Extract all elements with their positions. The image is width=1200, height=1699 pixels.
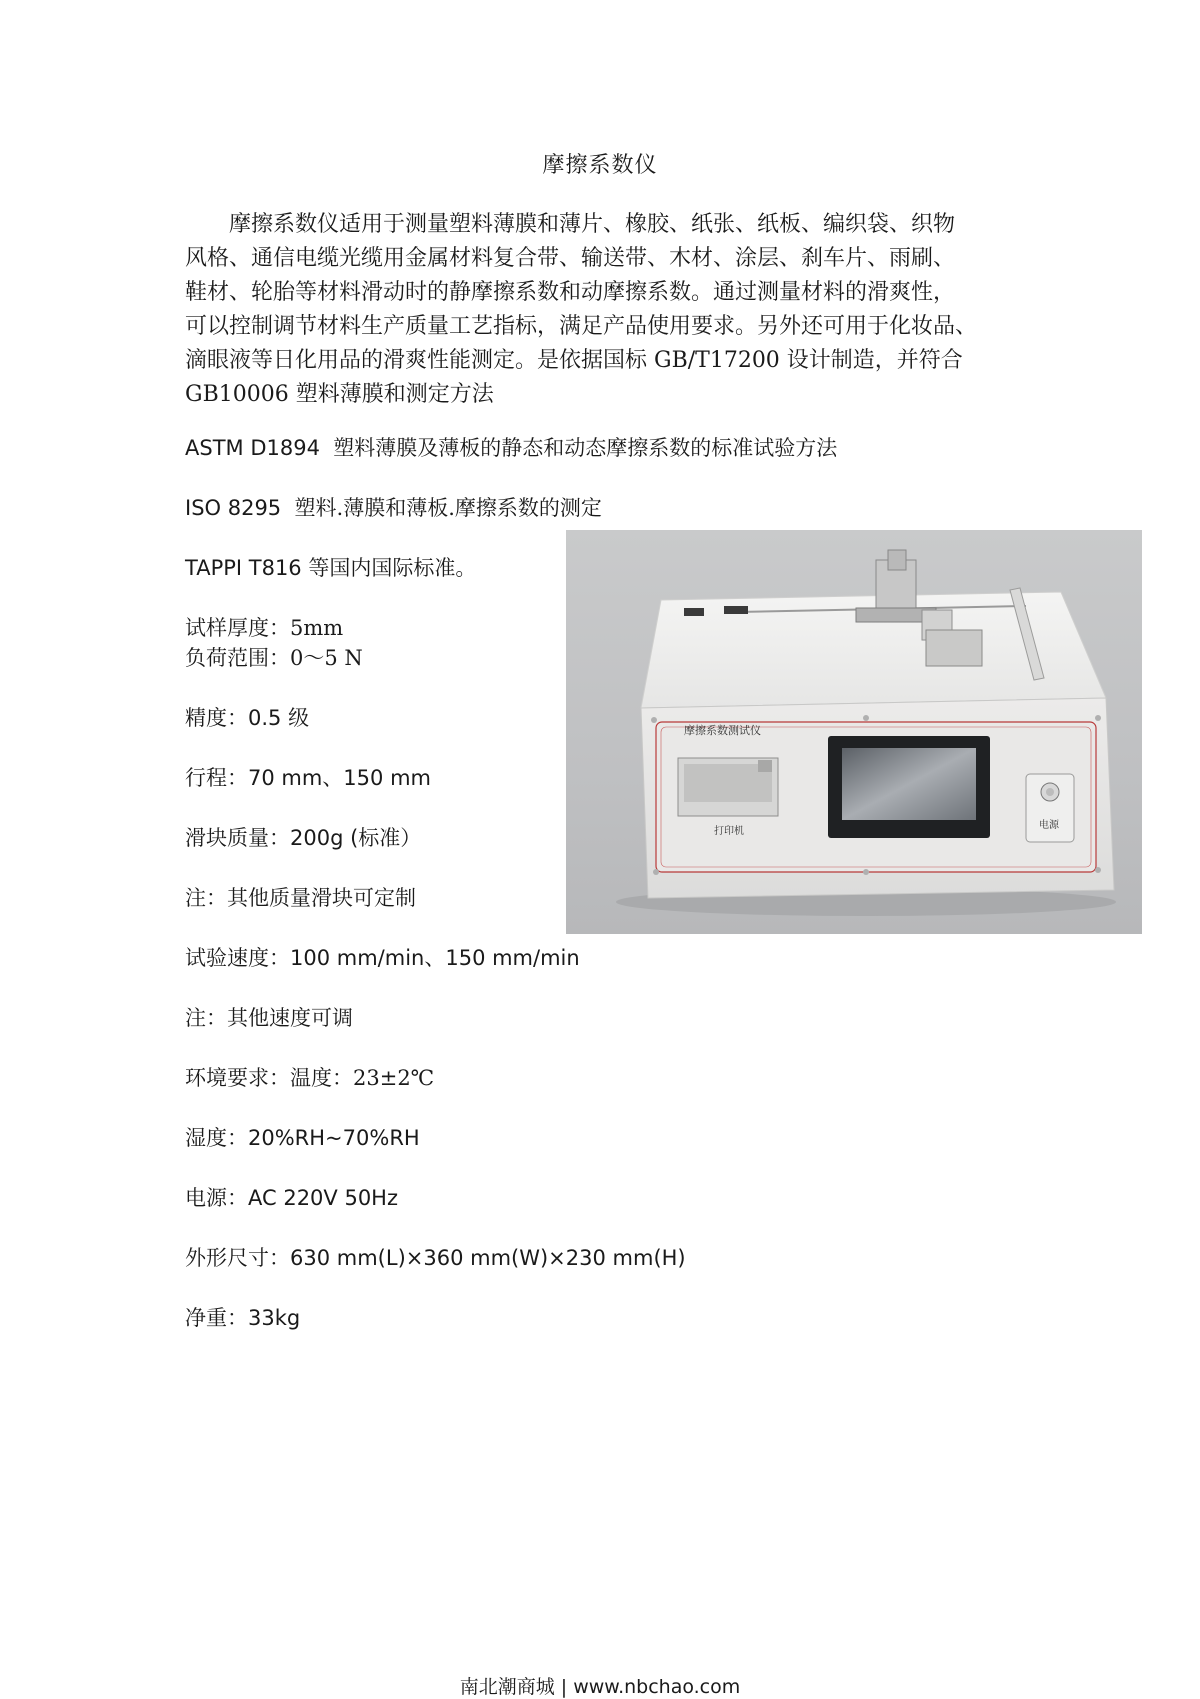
spec-label: 电源： xyxy=(185,1186,248,1210)
spec-power xyxy=(185,1182,398,1212)
product-photo xyxy=(566,530,1142,934)
spec-value: 温度：23±2℃ xyxy=(290,1066,435,1090)
spec-label: 试样厚度： xyxy=(185,616,290,640)
spec-humidity xyxy=(185,1122,420,1152)
spec-value: 100 mm/min、150 mm/min xyxy=(290,946,580,970)
intro-paragraph xyxy=(185,208,1035,412)
intro-line: GB10006 塑料薄膜和测定方法 xyxy=(185,382,494,407)
spec-dimensions xyxy=(185,1242,686,1272)
spec-value: 20%RH~70%RH xyxy=(248,1126,420,1150)
spec-value: 0～5 N xyxy=(290,646,363,670)
friction-tester-illustration xyxy=(566,530,1142,934)
spec-stroke xyxy=(185,762,431,792)
spec-label: 外形尺寸： xyxy=(185,1246,290,1270)
page-footer: 南北潮商城 | www.nbchao.com xyxy=(459,1676,741,1698)
spec-label: 精度： xyxy=(185,706,248,730)
spec-note-speed xyxy=(185,1002,353,1032)
spec-label: 行程： xyxy=(185,766,248,790)
spec-value: 其他速度可调 xyxy=(227,1006,353,1030)
intro-line: 摩擦系数仪适用于测量塑料薄膜和薄片、橡胶、纸张、纸板、编织袋、织物 xyxy=(229,212,956,237)
spec-label: 试验速度： xyxy=(185,946,290,970)
spec-thickness xyxy=(185,612,343,642)
spec-note-slider xyxy=(185,882,416,912)
spec-value: 其他质量滑块可定制 xyxy=(227,886,416,910)
spec-value: 630 mm(L)×360 mm(W)×230 mm(H) xyxy=(290,1246,686,1270)
standard-astm xyxy=(185,432,837,462)
spec-label: 负荷范围： xyxy=(185,646,290,670)
standard-iso xyxy=(185,492,602,522)
page-title: 摩擦系数仪 xyxy=(542,153,658,178)
spec-label: 滑块质量： xyxy=(185,826,290,850)
standard-tappi xyxy=(185,552,476,582)
standard-desc: 等国内国际标准。 xyxy=(308,556,477,580)
spec-value: 70 mm、150 mm xyxy=(248,766,431,790)
spec-value: 0.5 级 xyxy=(248,706,310,730)
spec-test-speed xyxy=(185,942,580,972)
intro-line: 滴眼液等日化用品的滑爽性能测定。是依据国标 GB/T17200 设计制造，并符合 xyxy=(185,348,963,373)
photo-panel-title: 摩擦系数测试仪 xyxy=(684,724,761,737)
spec-net-weight xyxy=(185,1302,300,1332)
standard-code: ASTM D1894 xyxy=(185,436,320,460)
spec-label: 湿度： xyxy=(185,1126,248,1150)
spec-label: 净重： xyxy=(185,1306,248,1330)
spec-label: 注： xyxy=(185,886,227,910)
spec-label: 注： xyxy=(185,1006,227,1030)
intro-line: 可以控制调节材料生产质量工艺指标，满足产品使用要求。另外还可用于化妆品、 xyxy=(185,314,978,339)
spec-environment xyxy=(185,1062,434,1092)
standard-desc: 塑料薄膜及薄板的静态和动态摩擦系数的标准试验方法 xyxy=(333,436,838,460)
spec-value: AC 220V 50Hz xyxy=(248,1186,398,1210)
intro-line: 鞋材、轮胎等材料滑动时的静摩擦系数和动摩擦系数。通过测量材料的滑爽性， xyxy=(185,280,956,305)
spec-value: 200g (标准） xyxy=(290,826,422,850)
photo-printer-label: 打印机 xyxy=(714,826,744,837)
spec-label: 环境要求： xyxy=(185,1066,290,1090)
spec-value: 5mm xyxy=(290,616,344,640)
spec-slider-mass xyxy=(185,822,421,852)
intro-line: 风格、通信电缆光缆用金属材料复合带、输送带、木材、涂层、刹车片、雨刷、 xyxy=(185,246,956,271)
standard-code: ISO 8295 xyxy=(185,496,282,520)
spec-accuracy xyxy=(185,702,309,732)
photo-power-label: 电源 xyxy=(1039,820,1059,831)
standard-desc: 塑料.薄膜和薄板.摩擦系数的测定 xyxy=(294,496,602,520)
spec-load-range xyxy=(185,642,363,672)
spec-value: 33kg xyxy=(248,1306,301,1330)
standard-code: TAPPI T816 xyxy=(185,556,302,580)
